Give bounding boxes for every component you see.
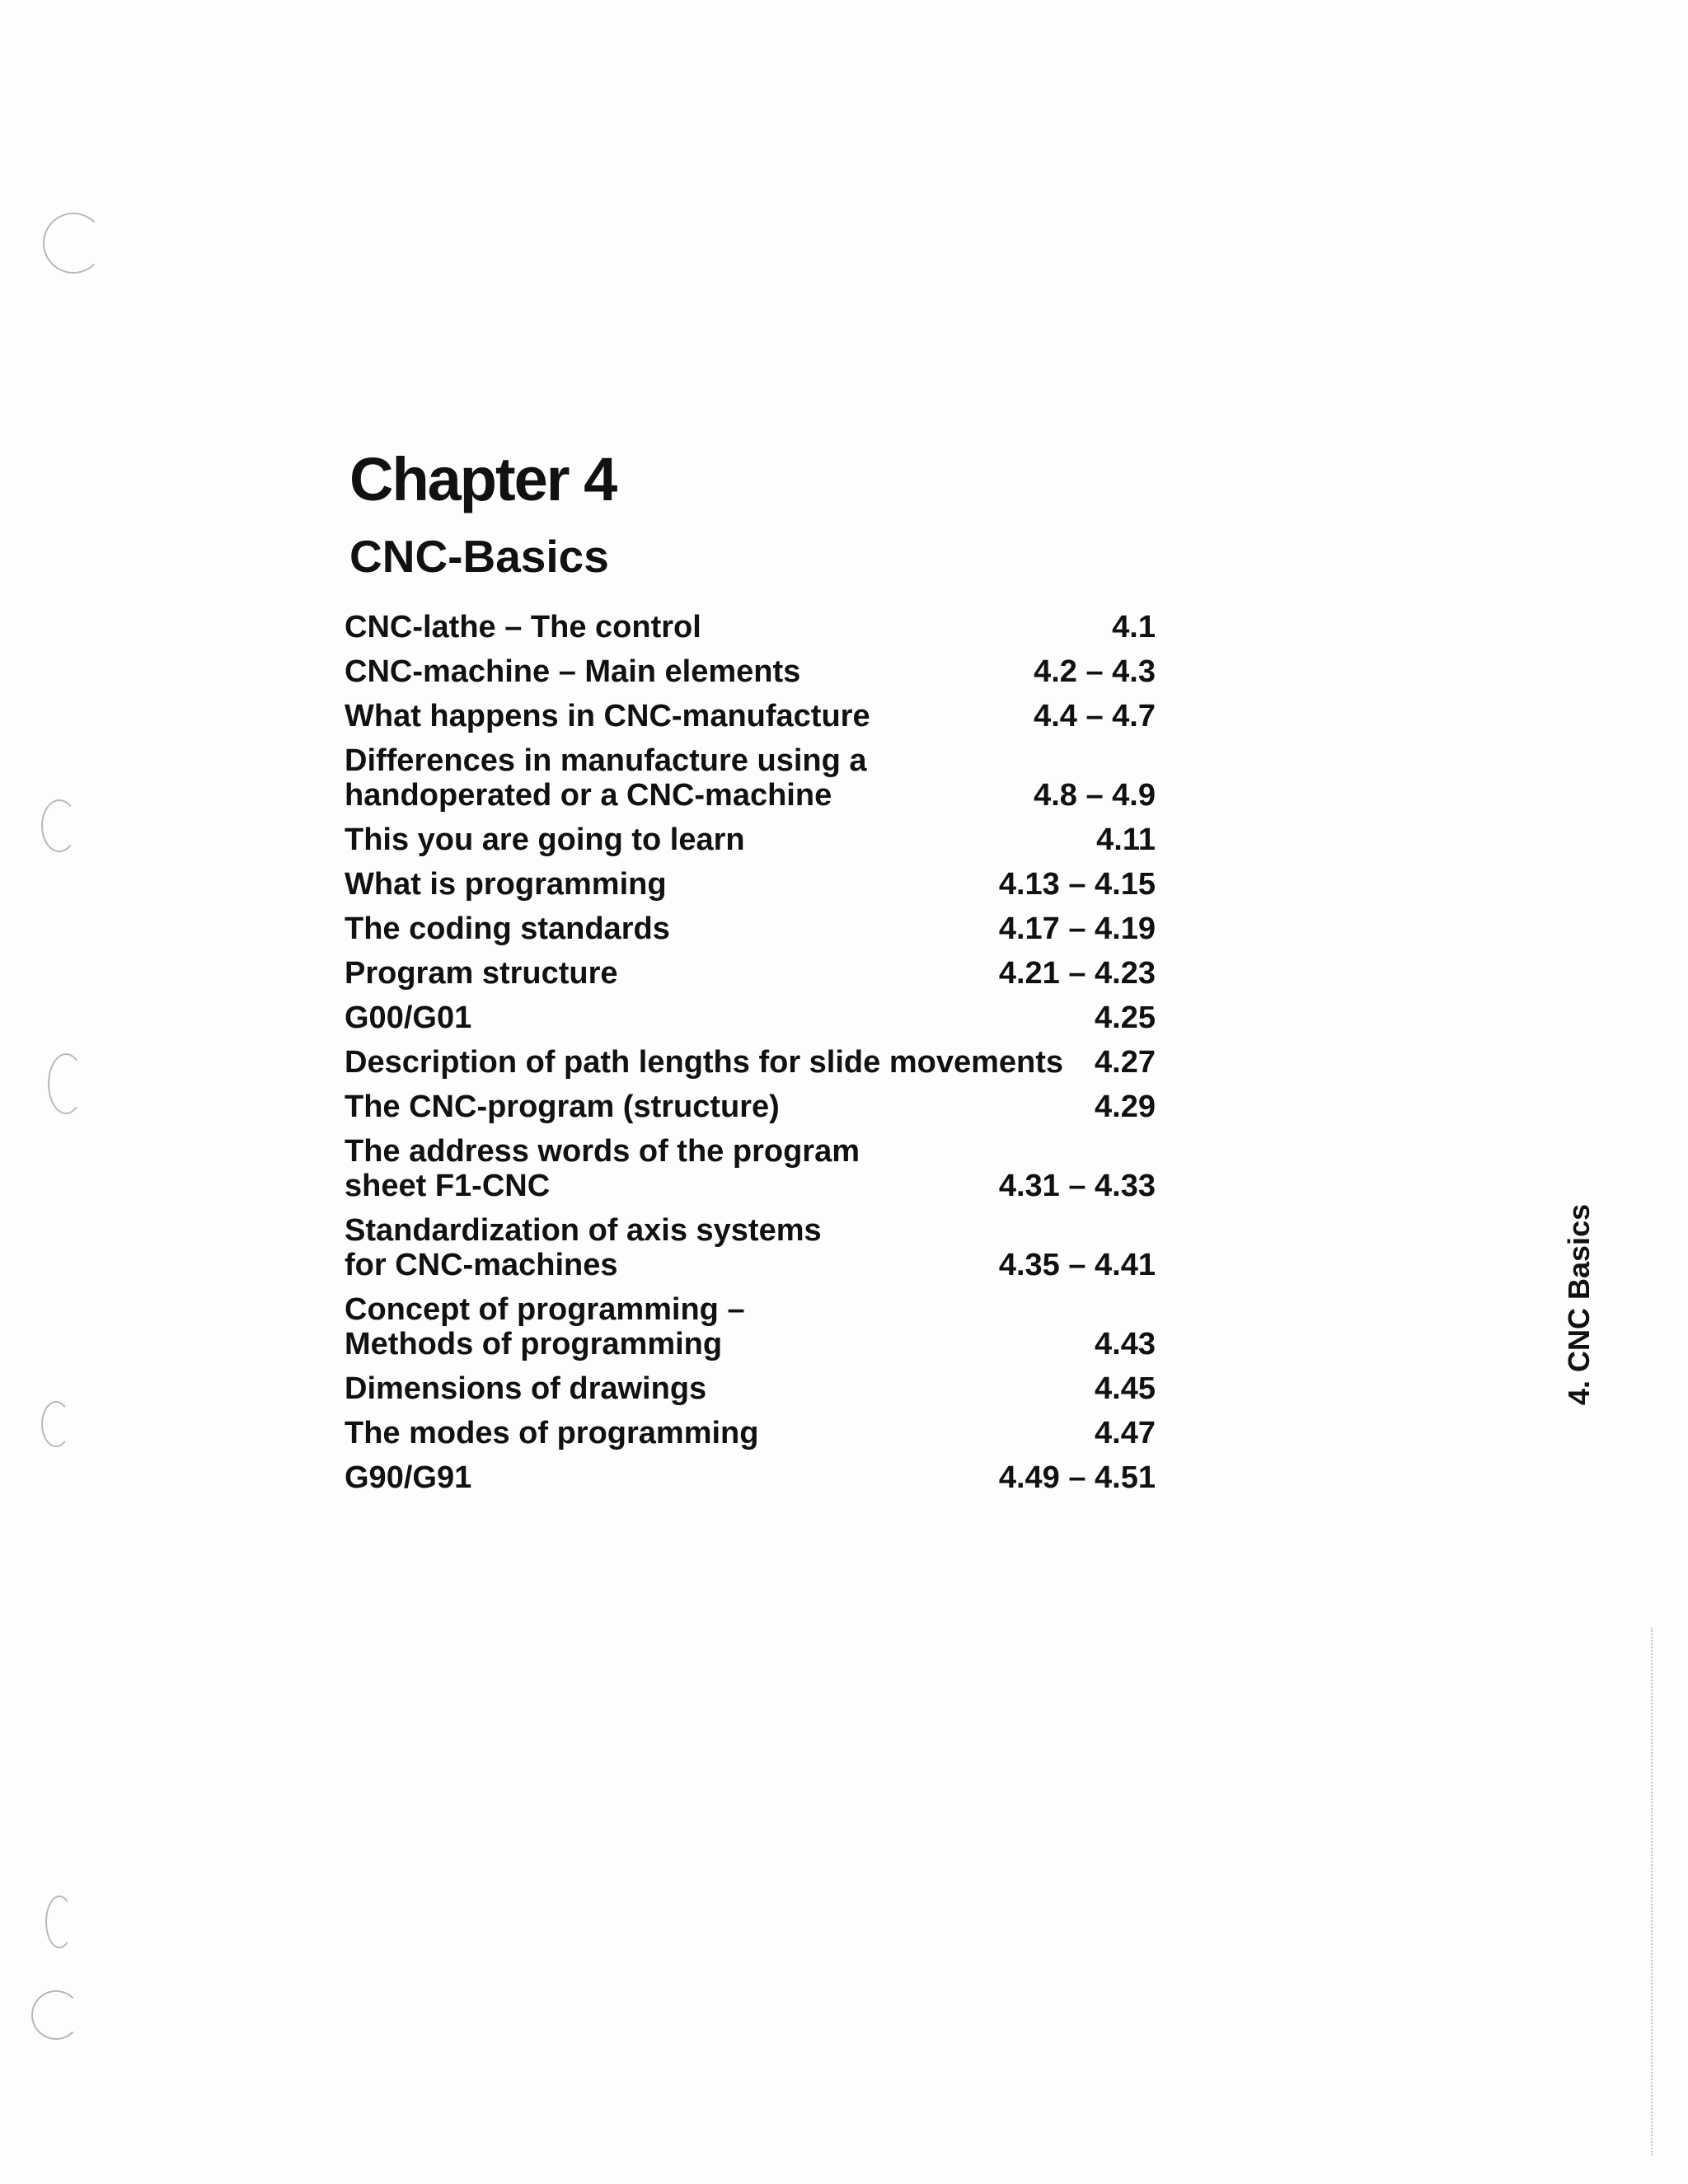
- toc-entry-pages: 4.11: [1096, 823, 1156, 857]
- binder-hole-mark: [45, 1896, 73, 1948]
- toc-entry: [345, 1292, 1169, 1361]
- toc-entry-pages: 4.31 – 4.33: [998, 1169, 1156, 1203]
- toc-entry-pages: 4.21 – 4.23: [998, 956, 1156, 991]
- toc-entry-pages: 4.2 – 4.3: [1034, 654, 1156, 689]
- toc-entry-pages: 4.25: [1095, 1001, 1156, 1035]
- toc-entry-pages: 4.45: [1095, 1371, 1156, 1406]
- toc-entry-pages: 4.29: [1095, 1090, 1156, 1124]
- toc-entry-title: Standardization of axis systems for CNC-machines: [345, 1213, 822, 1282]
- toc-entry-title: Description of path lengths for slide movements: [345, 1045, 1064, 1080]
- toc-entry: [345, 1045, 1169, 1080]
- chapter-side-tab: 4. CNC Basics: [1562, 1203, 1596, 1405]
- toc-entry: [345, 912, 1169, 946]
- toc-entry-pages: 4.35 – 4.41: [998, 1248, 1156, 1282]
- toc-entry-title: Dimensions of drawings: [345, 1371, 707, 1406]
- binder-hole-mark: [48, 1053, 84, 1114]
- toc-entry: [345, 1090, 1169, 1124]
- toc-entry-pages: 4.4 – 4.7: [1034, 699, 1156, 733]
- toc-entry: [345, 743, 1169, 813]
- binder-hole-mark: [31, 1990, 81, 2040]
- binder-hole-mark: [41, 1401, 71, 1447]
- table-of-contents: [345, 610, 1169, 1505]
- toc-entry-title: Program structure: [345, 956, 618, 991]
- toc-entry-title: G90/G91: [345, 1460, 472, 1495]
- toc-entry: [345, 956, 1169, 991]
- page-edge-line: [1651, 1628, 1653, 2155]
- toc-entry-title: Concept of programming – Methods of programming: [345, 1292, 745, 1361]
- toc-entry-pages: 4.47: [1095, 1416, 1156, 1451]
- toc-entry: [345, 654, 1169, 689]
- toc-entry-pages: 4.8 – 4.9: [1034, 778, 1156, 813]
- toc-entry: [345, 1460, 1169, 1495]
- binder-hole-mark: [43, 213, 104, 274]
- toc-entry-title: The address words of the program sheet F1-CNC: [345, 1134, 860, 1203]
- toc-entry-title: The modes of programming: [345, 1416, 759, 1451]
- toc-entry-title: G00/G01: [345, 1001, 472, 1035]
- binder-hole-mark: [41, 799, 77, 852]
- toc-entry-pages: 4.49 – 4.51: [998, 1460, 1156, 1495]
- toc-entry: [345, 867, 1169, 902]
- toc-entry-pages: 4.17 – 4.19: [998, 912, 1156, 946]
- toc-entry-title: What is programming: [345, 867, 667, 902]
- toc-entry: [345, 823, 1169, 857]
- toc-entry: [345, 1416, 1169, 1451]
- toc-entry: [345, 1213, 1169, 1282]
- toc-entry-pages: 4.43: [1095, 1327, 1156, 1361]
- toc-entry-pages: 4.1: [1112, 610, 1156, 644]
- toc-entry: [345, 1371, 1169, 1406]
- toc-entry-title: This you are going to learn: [345, 823, 745, 857]
- toc-entry: [345, 1134, 1169, 1203]
- toc-entry-pages: 4.13 – 4.15: [998, 867, 1156, 902]
- toc-entry-title: The CNC-program (structure): [345, 1090, 780, 1124]
- toc-entry: [345, 1001, 1169, 1035]
- toc-entry-title: CNC-machine – Main elements: [345, 654, 801, 689]
- toc-entry-title: Differences in manufacture using a handoperated or a CNC-machine: [345, 743, 867, 813]
- toc-entry: [345, 610, 1169, 644]
- toc-entry-pages: 4.27: [1095, 1045, 1156, 1080]
- toc-entry-title: The coding standards: [345, 912, 670, 946]
- toc-entry-title: CNC-lathe – The control: [345, 610, 701, 644]
- chapter-title: Chapter 4: [349, 445, 617, 513]
- toc-entry: [345, 699, 1169, 733]
- chapter-subtitle: CNC-Basics: [349, 531, 609, 582]
- toc-entry-title: What happens in CNC-manufacture: [345, 699, 870, 733]
